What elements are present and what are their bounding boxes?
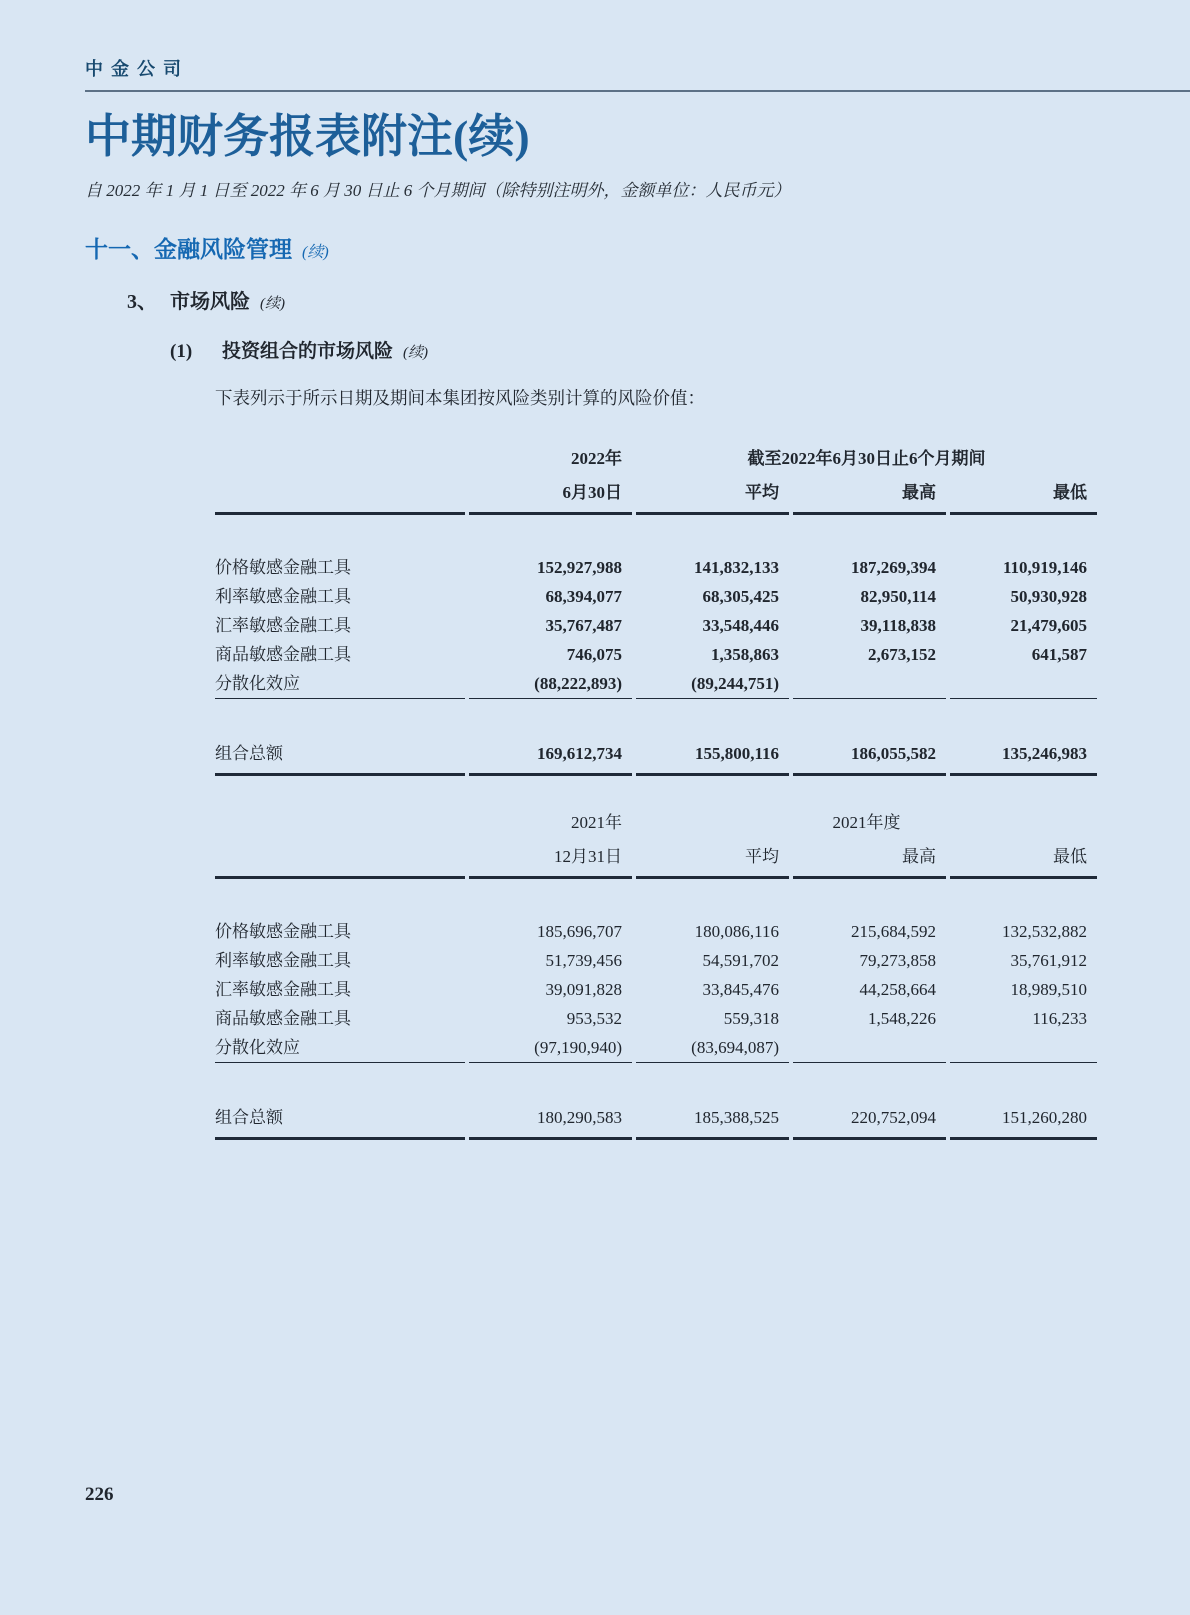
page-subtitle: 自 2022 年 1 月 1 日至 2022 年 6 月 30 日止 6 个月期间（除特别注明外，金额单位：人民币元）	[85, 180, 791, 200]
section2-label: 市场风险	[170, 290, 250, 313]
row-value: 50,930,928	[1010, 586, 1088, 606]
table-row	[215, 946, 1097, 975]
empty-header-cell	[215, 446, 465, 476]
row-value: 51,739,456	[545, 950, 622, 970]
row-value	[950, 669, 1097, 699]
row-value: 35,767,487	[545, 615, 622, 635]
empty-header-cell	[215, 476, 465, 515]
col-header-maximum: 最高	[793, 840, 946, 879]
company-name: 中金公司	[85, 59, 189, 79]
table-row	[215, 879, 1097, 946]
row-value: 953,532	[566, 1008, 622, 1028]
section1-continued-marker: (续)	[302, 243, 329, 261]
empty-header-cell	[215, 840, 465, 879]
row-value: 18,989,510	[1010, 979, 1087, 999]
row-value: 68,305,425	[702, 586, 779, 606]
table-intro-text: 下表列示于所示日期及期间本集团按风险类别计算的风险价值：	[215, 387, 705, 408]
row-value: 79,273,858	[859, 950, 936, 970]
row-label: 价格敏感金融工具	[215, 921, 351, 941]
total-value: 185,388,525	[636, 1103, 789, 1140]
row-value: 141,832,133	[694, 557, 779, 577]
section3-label: 投资组合的市场风险	[222, 340, 394, 362]
section3-continued-marker: (续)	[403, 344, 429, 361]
row-value: 116,233	[1032, 1008, 1087, 1028]
total-value: 220,752,094	[793, 1103, 946, 1140]
table-row	[215, 611, 1097, 640]
col-header-average: 平均	[636, 840, 789, 879]
col-header-date: 12月31日	[469, 840, 632, 879]
row-value	[950, 1033, 1097, 1063]
row-value: 559,318	[723, 1008, 779, 1028]
row-label: 商品敏感金融工具	[215, 644, 351, 664]
table-row	[215, 1004, 1097, 1033]
section-heading-market-risk	[127, 285, 1105, 314]
section-heading-portfolio-market-risk	[170, 336, 1105, 363]
row-value: (97,190,940)	[469, 1033, 632, 1063]
table-row	[215, 640, 1097, 669]
row-value: 39,118,838	[860, 615, 936, 635]
total-label: 组合总额	[215, 1103, 465, 1140]
var-table-2022	[211, 446, 1101, 776]
section2-number: 3、	[127, 290, 157, 313]
row-label: 价格敏感金融工具	[215, 557, 351, 577]
row-value: 746,075	[566, 644, 622, 664]
section-heading-financial-risk-management	[85, 231, 1105, 264]
section2-continued-marker: (续)	[260, 295, 285, 312]
row-value	[793, 1033, 946, 1063]
section3-number: (1)	[170, 340, 193, 362]
row-value: 152,927,988	[537, 557, 622, 577]
total-value: 151,260,280	[950, 1103, 1097, 1140]
row-value: 215,684,592	[851, 921, 936, 941]
row-value: 82,950,114	[860, 586, 936, 606]
table-header-columns-row	[215, 476, 1097, 515]
total-value: 155,800,116	[636, 739, 789, 776]
col-header-period-span: 截至2022年6月30日止6个月期间	[747, 448, 986, 468]
header-rule	[85, 90, 1190, 92]
row-value: 54,591,702	[702, 950, 779, 970]
row-value: (88,222,893)	[469, 669, 632, 699]
row-value: 641,587	[1031, 644, 1088, 664]
col-header-period-span: 2021年度	[832, 812, 901, 832]
row-label: 利率敏感金融工具	[215, 586, 351, 606]
table-row	[215, 975, 1097, 1004]
row-value: 180,086,116	[694, 921, 779, 941]
row-label: 商品敏感金融工具	[215, 1008, 351, 1028]
table-header-period-row	[215, 446, 1097, 476]
row-value: 33,845,476	[702, 979, 779, 999]
col-header-minimum: 最低	[950, 840, 1097, 879]
row-value: 33,548,446	[702, 615, 779, 635]
col-header-maximum: 最高	[793, 476, 946, 515]
table-spacer-row	[215, 699, 1097, 739]
total-value: 186,055,582	[793, 739, 946, 776]
table-header-period-row	[215, 810, 1097, 840]
page-title: 中期财务报表附注(续)	[85, 111, 530, 162]
row-value: 110,919,146	[1002, 557, 1088, 577]
row-label: 分散化效应	[215, 1033, 465, 1063]
row-value: 185,696,707	[537, 921, 622, 941]
col-header-average: 平均	[636, 476, 789, 515]
row-value: (83,694,087)	[636, 1033, 789, 1063]
row-value: 68,394,077	[545, 586, 622, 606]
table-row	[215, 515, 1097, 582]
row-value: 44,258,664	[859, 979, 936, 999]
row-value	[793, 669, 946, 699]
table-total-row	[215, 739, 1097, 776]
row-value: (89,244,751)	[636, 669, 789, 699]
total-value: 135,246,983	[950, 739, 1097, 776]
table-row	[215, 1033, 1097, 1063]
row-value: 2,673,152	[868, 644, 936, 664]
row-label: 分散化效应	[215, 669, 465, 699]
col-header-year: 2021年	[571, 812, 622, 832]
row-value: 39,091,828	[545, 979, 622, 999]
row-label: 汇率敏感金融工具	[215, 979, 351, 999]
var-table-2021	[211, 810, 1101, 1140]
empty-header-cell	[215, 810, 465, 840]
total-value: 169,612,734	[469, 739, 632, 776]
col-header-minimum: 最低	[950, 476, 1097, 515]
table-spacer-row	[215, 1063, 1097, 1103]
row-value: 132,532,882	[1002, 921, 1087, 941]
table-total-row	[215, 1103, 1097, 1140]
row-label: 利率敏感金融工具	[215, 950, 351, 970]
table-row	[215, 582, 1097, 611]
col-header-year: 2022年	[571, 448, 622, 468]
row-label: 汇率敏感金融工具	[215, 615, 351, 635]
table-row	[215, 669, 1097, 699]
row-value: 35,761,912	[1010, 950, 1087, 970]
total-label: 组合总额	[215, 739, 465, 776]
row-value: 1,548,226	[868, 1008, 936, 1028]
row-value: 21,479,605	[1010, 615, 1088, 635]
section1-label: 十一、金融风险管理	[85, 236, 292, 262]
row-value: 187,269,394	[851, 557, 936, 577]
col-header-date: 6月30日	[469, 476, 632, 515]
page-number: 226	[85, 1484, 114, 1505]
total-value: 180,290,583	[469, 1103, 632, 1140]
table-header-columns-row	[215, 840, 1097, 879]
row-value: 1,358,863	[711, 644, 779, 664]
